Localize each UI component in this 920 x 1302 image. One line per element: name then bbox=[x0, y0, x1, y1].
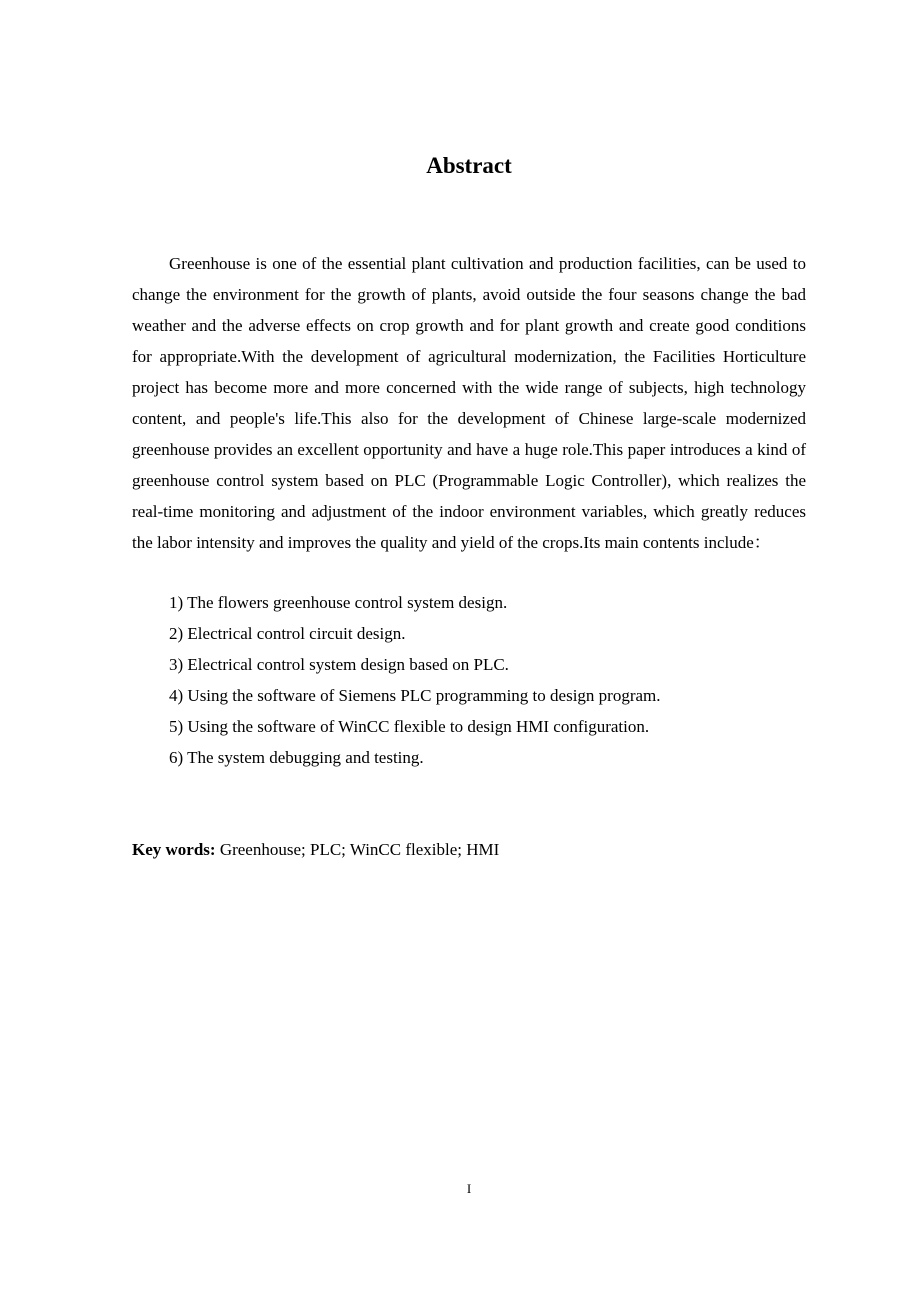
page-title: Abstract bbox=[426, 153, 512, 178]
list-item: 1) The flowers greenhouse control system design. bbox=[169, 593, 508, 612]
keywords-line bbox=[132, 834, 806, 865]
keywords-label: Key words: bbox=[132, 840, 216, 859]
list-item: 3) Electrical control system design based on PLC. bbox=[169, 655, 509, 674]
list-item: 6) The system debugging and testing. bbox=[169, 748, 424, 767]
abstract-paragraph: Greenhouse is one of the essential plant cultivation and production facilities, can be used to change the environment for the growth of plants, avoid outside the four seasons change the bad weather and the adverse effects on crop growth and for plant growth and create good conditions for appropriate.With the development of agricultural modernization, the Facilities Horticulture project has become more and more concerned with the wide range of subjects, high technology content, and people's life.This also for the development of Chinese large-scale modernized greenhouse provides an excellent opportunity and have a huge role.This paper introduces a kind of greenhouse control system based on PLC (Programmable Logic Controller), which realizes the real-time monitoring and adjustment of the indoor environment variables, which greatly reduces the labor intensity and improves the quality and yield of the crops.Its main contents include： bbox=[132, 254, 806, 552]
page-number: I bbox=[466, 1181, 472, 1196]
list-item: 4) Using the software of Siemens PLC programming to design program. bbox=[169, 686, 661, 705]
list-item: 2) Electrical control circuit design. bbox=[169, 624, 406, 643]
keywords-value: Greenhouse; PLC; WinCC flexible; HMI bbox=[219, 840, 500, 859]
contents-list bbox=[169, 587, 806, 773]
list-item: 5) Using the software of WinCC flexible to design HMI configuration. bbox=[169, 717, 650, 736]
